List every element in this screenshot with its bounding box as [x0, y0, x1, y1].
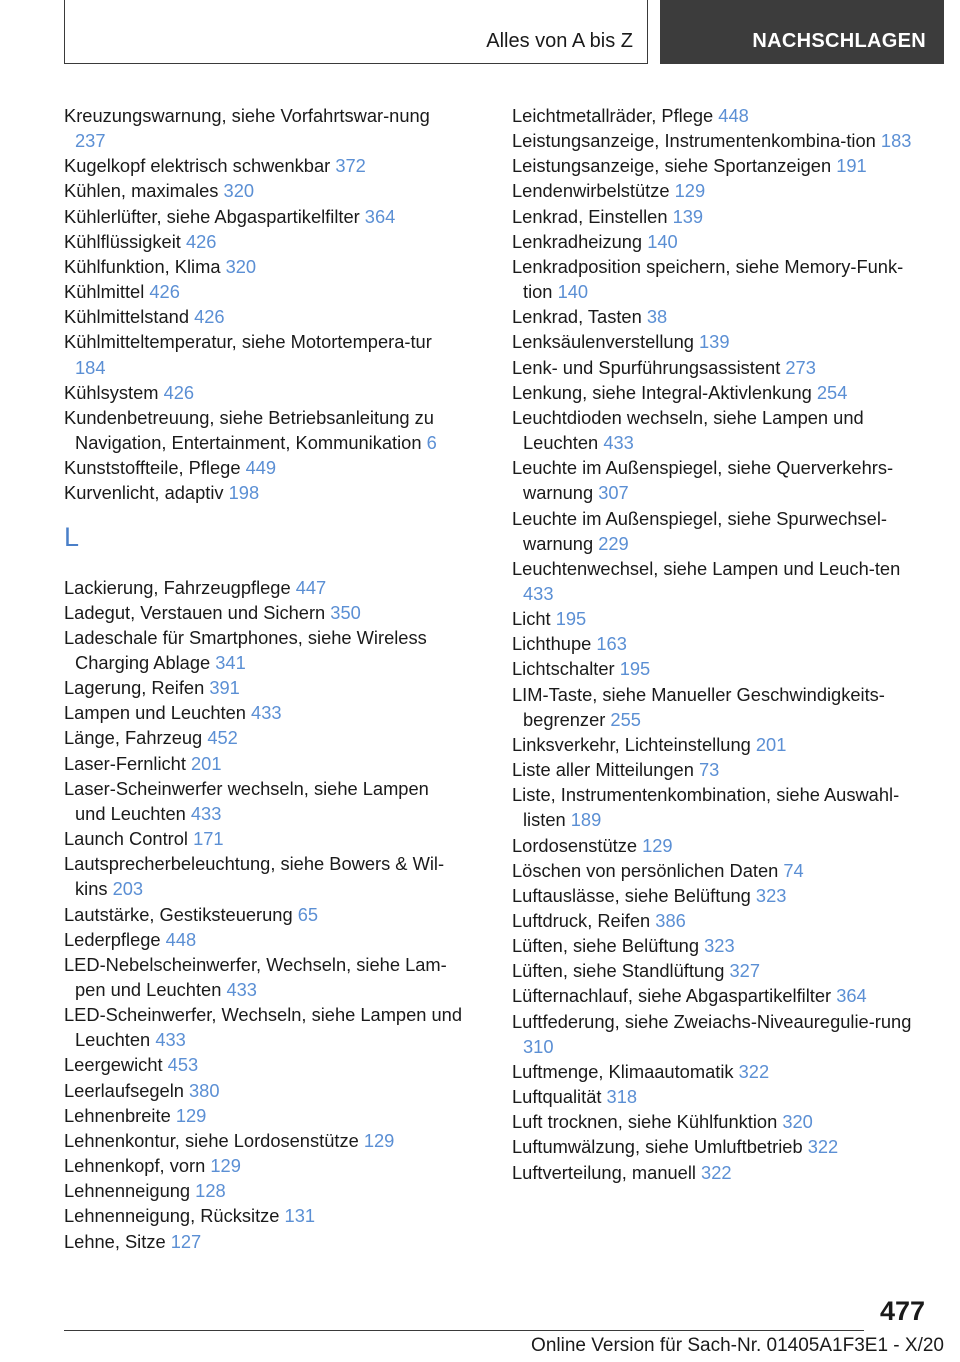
section-letter-l: L: [64, 521, 80, 552]
index-entry: [64, 1203, 464, 1228]
page-reference-link[interactable]: 310: [523, 1035, 554, 1057]
index-entry: [64, 1103, 464, 1128]
page-reference-link[interactable]: 74: [783, 859, 804, 881]
index-entry-text: Linksverkehr, Lichteinstellung: [512, 733, 756, 755]
index-entry-text: Lagerung, Reifen: [64, 677, 210, 699]
index-entry: [512, 153, 932, 178]
index-group-l-continued: [512, 103, 932, 1185]
index-entry-text: Liste aller Mitteilungen: [512, 759, 699, 781]
index-entry: [512, 958, 932, 983]
index-entry: [64, 304, 464, 329]
page-reference-link[interactable]: 323: [755, 884, 787, 906]
index-entry-text: Luftmenge, Klimaautomatik: [512, 1060, 739, 1082]
index-entry-text: Lehnenbreite: [64, 1104, 176, 1126]
page-reference-link[interactable]: 195: [555, 608, 587, 630]
index-entry: [512, 833, 932, 858]
page-reference-link[interactable]: 183: [880, 130, 912, 152]
index-entry-text: Laser-Fernlicht: [64, 752, 191, 774]
page-reference-link[interactable]: 127: [170, 1230, 202, 1252]
index-entry: [64, 725, 464, 750]
page-reference-link[interactable]: 131: [284, 1205, 316, 1227]
page-reference-link[interactable]: 184: [75, 356, 106, 378]
index-entry-text: Lautstärke, Gestiksteuerung: [64, 903, 298, 925]
page-reference-link[interactable]: 255: [610, 708, 641, 730]
index-group-k: [64, 103, 464, 506]
page-reference-link[interactable]: 452: [207, 727, 238, 749]
page-reference-link[interactable]: 448: [718, 105, 749, 126]
page-reference-link[interactable]: 140: [647, 230, 678, 252]
page-reference-link[interactable]: 433: [155, 1029, 186, 1051]
page-reference-link[interactable]: 237: [75, 130, 106, 152]
index-entry-text: Ladeschale für Smartphones, siehe Wireless Charging Ablage: [64, 626, 427, 673]
page-reference-link[interactable]: 139: [672, 205, 704, 227]
index-entry-text: Kunststoffteile, Pflege: [64, 457, 246, 479]
index-entry: [512, 380, 932, 405]
page-reference-link[interactable]: 129: [642, 834, 673, 856]
index-entry-text: Ladegut, Verstauen und Sichern: [64, 601, 331, 623]
index-entry: [512, 1059, 932, 1084]
index-entry-text: Lordosenstütze: [512, 834, 643, 856]
index-entry-text: Leergewicht: [64, 1054, 168, 1076]
page-reference-link[interactable]: 128: [195, 1180, 226, 1202]
page-reference-link[interactable]: 203: [112, 878, 144, 900]
index-entry: [64, 153, 464, 178]
page-reference-link[interactable]: 189: [570, 809, 602, 831]
index-entry: [512, 732, 932, 757]
page-reference-link[interactable]: 433: [190, 802, 222, 824]
index-entry-text: Luftqualität: [512, 1086, 607, 1108]
index-entry: [512, 908, 932, 933]
index-entry: [64, 575, 464, 600]
index-entry: [64, 329, 464, 379]
page-reference-link[interactable]: 453: [167, 1054, 199, 1076]
index-entry: [512, 405, 932, 455]
page-reference-link[interactable]: 201: [755, 733, 787, 755]
index-entry-text: Lenk- und Spurführungsassistent: [512, 356, 786, 378]
index-entry-text: Kühlmitteltemperatur, siehe Motortempera-tur: [64, 331, 432, 353]
index-entry-text: Lehne, Sitze: [64, 1230, 171, 1252]
index-entry: [64, 279, 464, 304]
index-entry-text: Leuchtdioden wechseln, siehe Lampen und Leuchten: [512, 406, 864, 454]
index-entry: [64, 480, 464, 505]
page-reference-link[interactable]: 320: [223, 180, 255, 202]
index-entry-text: Lichthupe: [512, 633, 597, 655]
page-reference-link[interactable]: 73: [698, 759, 720, 781]
page-reference-link[interactable]: 426: [149, 281, 180, 303]
index-entry: [64, 851, 464, 901]
page-reference-link[interactable]: 386: [655, 910, 686, 931]
page-reference-link[interactable]: 273: [785, 356, 816, 378]
index-entry-text: LIM-Taste, siehe Manueller Geschwindigkeits-begrenzer: [512, 683, 885, 730]
index-entry-text: Kühlsystem: [64, 381, 164, 403]
page-reference-link[interactable]: 380: [189, 1079, 220, 1101]
page-reference-link[interactable]: 129: [674, 180, 706, 202]
index-entry-text: Luftdruck, Reifen: [512, 910, 656, 931]
index-entry: [64, 1002, 464, 1052]
index-entry-text: Lenksäulenverstellung: [512, 331, 699, 353]
index-entry: [512, 304, 932, 329]
index-entry: [512, 983, 932, 1008]
index-entry: [64, 1153, 464, 1178]
page-reference-link[interactable]: 372: [335, 155, 366, 177]
index-entry-text: Lenkung, siehe Integral-Aktivlenkung: [512, 381, 817, 403]
index-entry: [64, 776, 464, 826]
index-entry: [512, 682, 932, 732]
index-entry: [64, 405, 464, 455]
index-entry-text: Lenkradposition speichern, siehe Memory-Funk-tion: [512, 255, 904, 303]
header-section-title: Alles von A bis Z: [486, 30, 633, 52]
page-reference-link[interactable]: 426: [194, 306, 225, 328]
index-entry: [64, 178, 464, 203]
index-entry-text: LED-Nebelscheinwerfer, Wechseln, siehe Lam-pen und Leuchten: [64, 953, 447, 1000]
index-entry: [512, 128, 932, 153]
index-entry: [64, 826, 464, 851]
page-reference-link[interactable]: 322: [701, 1161, 732, 1183]
index-entry-text: Löschen von persönlichen Daten: [512, 859, 784, 881]
index-entry-text: LED-Scheinwerfer, Wechseln, siehe Lampen und Leuchten: [64, 1004, 463, 1051]
index-entry-text: Lüften, siehe Belüftung: [512, 935, 705, 957]
page-reference-link[interactable]: 448: [165, 928, 197, 950]
index-entry-text: Kühlmittelstand: [64, 306, 195, 328]
page-reference-link[interactable]: 163: [596, 633, 627, 655]
page-reference-link[interactable]: 320: [782, 1111, 813, 1133]
index-entry-text: Lehnenkopf, vorn: [64, 1155, 211, 1177]
page-reference-link[interactable]: 198: [228, 482, 260, 504]
page-reference-link[interactable]: 327: [729, 960, 761, 982]
page-reference-link[interactable]: 433: [603, 432, 634, 454]
index-entry-text: Licht: [512, 608, 556, 630]
page-reference-link[interactable]: 129: [210, 1155, 241, 1177]
index-entry: [64, 1128, 464, 1153]
header-section-box: [64, 0, 648, 64]
index-entry: [64, 952, 464, 1002]
index-entry-text: Launch Control: [64, 828, 194, 850]
index-entry-text: Leistungsanzeige, siehe Sportanzeigen: [512, 155, 837, 177]
index-entry-text: Lackierung, Fahrzeugpflege: [64, 576, 296, 598]
index-entry: [512, 631, 932, 656]
page-reference-link[interactable]: 449: [245, 457, 277, 479]
index-entry: [512, 103, 932, 128]
index-entry-text: Lenkradheizung: [512, 230, 648, 252]
index-entry: [64, 254, 464, 279]
index-entry-text: Lehnenkontur, siehe Lordosenstütze: [64, 1129, 364, 1151]
index-entry-text: Leuchte im Außenspiegel, siehe Spurwechsel-warnung: [512, 507, 887, 554]
index-entry: [64, 625, 464, 675]
index-entry: [64, 380, 464, 405]
index-entry: [64, 455, 464, 480]
index-entry: [512, 1109, 932, 1134]
page-reference-link[interactable]: 38: [646, 306, 668, 328]
index-entry-text: Leichtmetallräder, Pflege: [512, 105, 719, 126]
header-chapter-label: NACHSCHLAGEN: [752, 30, 926, 52]
index-entry-text: Leerlaufsegeln: [64, 1079, 190, 1101]
index-entry: [512, 606, 932, 631]
page-reference-link[interactable]: 447: [295, 576, 327, 598]
page-reference-link[interactable]: 322: [807, 1136, 839, 1158]
page-reference-link[interactable]: 307: [598, 482, 629, 504]
page-reference-link[interactable]: 391: [209, 677, 240, 699]
index-entry-text: Kühlfunktion, Klima: [64, 255, 226, 277]
index-entry-text: Kühlmittel: [64, 281, 150, 303]
index-entry: [512, 506, 932, 556]
index-entry-text: Lüfternachlauf, siehe Abgaspartikelfilter: [512, 985, 837, 1007]
index-entry: [64, 1052, 464, 1077]
page-reference-link[interactable]: 129: [175, 1104, 207, 1126]
page-reference-link[interactable]: 195: [619, 658, 651, 680]
index-entry-text: Liste, Instrumentenkombination, siehe Auswahl-listen: [512, 784, 900, 831]
index-entry: [512, 455, 932, 505]
index-entry-text: Kühlen, maximales: [64, 180, 224, 202]
index-entry: [512, 329, 932, 354]
index-entry: [64, 229, 464, 254]
page-reference-link[interactable]: 65: [297, 903, 319, 925]
page-reference-link[interactable]: 318: [606, 1086, 638, 1108]
page-reference-link[interactable]: 341: [215, 651, 246, 673]
index-entry: [512, 858, 932, 883]
index-group-l: [64, 575, 464, 1254]
index-entry-text: Kurvenlicht, adaptiv: [64, 482, 229, 504]
index-entry-text: Luftfederung, siehe Zweiachs-Niveauregulie-rung: [512, 1010, 912, 1032]
index-entry: [512, 933, 932, 958]
page-reference-link[interactable]: 426: [185, 230, 217, 252]
index-entry-text: Luftauslässe, siehe Belüftung: [512, 884, 756, 906]
index-entry: [512, 1009, 932, 1059]
index-entry-text: Kühlerlüfter, siehe Abgaspartikelfilter: [64, 205, 365, 227]
index-entry: [64, 600, 464, 625]
index-entry: [64, 1078, 464, 1103]
index-entry: [512, 254, 932, 304]
index-entry: [64, 902, 464, 927]
index-entry-text: Kühlflüssigkeit: [64, 230, 186, 252]
index-entry: [64, 103, 464, 153]
page-reference-link[interactable]: 6: [426, 432, 437, 454]
page-reference-link[interactable]: 229: [598, 532, 629, 554]
page-reference-link[interactable]: 254: [816, 381, 848, 403]
index-entry: [512, 204, 932, 229]
header-chapter-tab[interactable]: [660, 0, 944, 64]
index-entry: [512, 178, 932, 203]
index-entry: [64, 927, 464, 952]
page-reference-link[interactable]: 364: [836, 985, 867, 1007]
index-entry: [64, 675, 464, 700]
index-entry-text: Länge, Fahrzeug: [64, 727, 208, 749]
index-entry: [512, 1160, 932, 1185]
index-entry-text: Laser-Scheinwerfer wechseln, siehe Lampen und Leuchten: [64, 777, 429, 824]
page-reference-link[interactable]: 320: [225, 255, 257, 277]
index-entry-text: Leuchte im Außenspiegel, siehe Querverkehrs-warnung: [512, 457, 894, 504]
footer-online-version: Online Version für Sach-Nr. 01405A1F3E1 - X/20: [531, 1335, 944, 1356]
index-entry: [64, 700, 464, 725]
index-entry: [512, 355, 932, 380]
index-entry-text: Kreuzungswarnung, siehe Vorfahrtswar-nung: [64, 105, 430, 126]
index-column-left: [64, 103, 464, 1254]
index-entry-text: Lendenwirbelstütze: [512, 180, 675, 202]
page-reference-link[interactable]: 139: [699, 331, 730, 353]
index-entry: [64, 1178, 464, 1203]
index-entry-text: Lichtschalter: [512, 658, 620, 680]
index-entry-text: Lederpflege: [64, 928, 166, 950]
page-reference-link[interactable]: 350: [330, 601, 361, 623]
index-entry: [64, 751, 464, 776]
page-reference-link[interactable]: 129: [363, 1129, 395, 1151]
index-entry-text: Lehnenneigung: [64, 1180, 196, 1202]
index-entry-text: Luftverteilung, manuell: [512, 1161, 702, 1183]
index-entry: [512, 782, 932, 832]
page-reference-link[interactable]: 323: [704, 935, 735, 957]
index-entry: [512, 883, 932, 908]
index-entry-text: Kugelkopf elektrisch schwenkbar: [64, 155, 336, 177]
index-entry-text: Lüften, siehe Standlüftung: [512, 960, 730, 982]
index-entry: [512, 656, 932, 681]
footer-divider: [64, 1330, 864, 1331]
page-reference-link[interactable]: 426: [163, 381, 195, 403]
index-entry-text: Lenkrad, Einstellen: [512, 205, 673, 227]
page-reference-link[interactable]: 171: [193, 828, 224, 850]
index-entry-text: Lehnenneigung, Rücksitze: [64, 1205, 285, 1227]
page-reference-link[interactable]: 201: [191, 752, 222, 774]
index-entry-text: Lautsprecherbeleuchtung, siehe Bowers & Wil-kins: [64, 853, 445, 900]
index-entry-text: Luft trocknen, siehe Kühlfunktion: [512, 1111, 783, 1133]
page-reference-link[interactable]: 364: [364, 205, 396, 227]
index-entry: [512, 229, 932, 254]
index-entry-text: Lampen und Leuchten: [64, 702, 252, 724]
index-column-right: [512, 103, 932, 1185]
page-number: 477: [879, 1296, 925, 1326]
index-entry-text: Luftumwälzung, siehe Umluftbetrieb: [512, 1136, 808, 1158]
page-reference-link[interactable]: 433: [523, 582, 554, 604]
index-entry: [512, 1134, 932, 1159]
index-entry: [512, 1084, 932, 1109]
index-entry: [64, 1229, 464, 1254]
index-entry-text: Leuchtenwechsel, siehe Lampen und Leuch-ten: [512, 557, 901, 579]
index-entry-text: Leistungsanzeige, Instrumentenkombina-tion: [512, 130, 881, 152]
page-reference-link[interactable]: 433: [226, 979, 257, 1000]
index-entry-text: Kundenbetreuung, siehe Betriebsanleitung zu Navigation, Entertainment, Kommunikation: [64, 406, 434, 454]
index-entry: [512, 757, 932, 782]
index-entry-text: Lenkrad, Tasten: [512, 306, 647, 328]
index-entry: [512, 556, 932, 606]
page-reference-link[interactable]: 140: [557, 281, 589, 303]
page-reference-link[interactable]: 322: [738, 1060, 770, 1082]
page-reference-link[interactable]: 191: [836, 155, 867, 177]
page-reference-link[interactable]: 433: [251, 702, 282, 724]
index-entry: [64, 204, 464, 229]
